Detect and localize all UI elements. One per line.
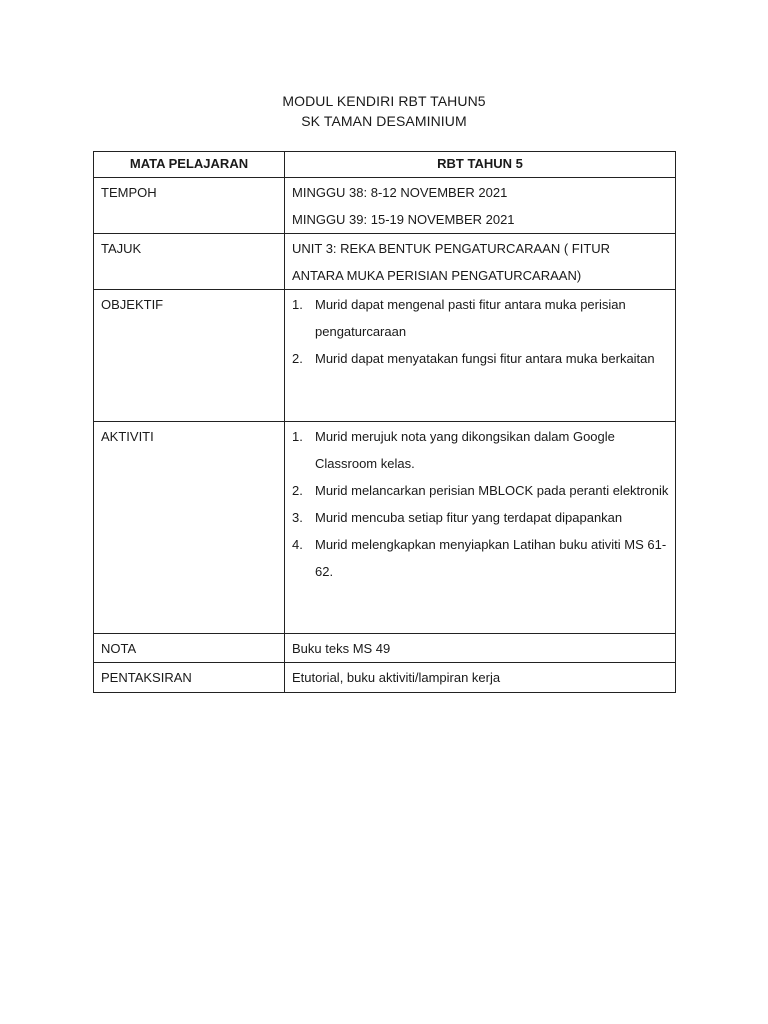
aktiviti-value bbox=[285, 422, 676, 634]
pentaksiran-value: Etutorial, buku aktiviti/lampiran kerja bbox=[285, 663, 676, 693]
list-item-text: Murid dapat mengenal pasti fitur antara muka perisian pengaturcaraan bbox=[315, 297, 626, 339]
tajuk-label: TAJUK bbox=[94, 234, 285, 290]
tempoh-value bbox=[285, 178, 676, 234]
tajuk-value bbox=[285, 234, 676, 290]
list-item-number: 4. bbox=[292, 537, 303, 552]
list-item bbox=[292, 531, 675, 585]
list-item bbox=[292, 291, 675, 345]
list-item bbox=[292, 477, 675, 504]
objektif-value bbox=[285, 290, 676, 422]
nota-label: NOTA bbox=[94, 634, 285, 663]
tempoh-line-2: MINGGU 39: 15-19 NOVEMBER 2021 bbox=[292, 212, 515, 227]
objektif-list bbox=[292, 291, 675, 372]
pentaksiran-label: PENTAKSIRAN bbox=[94, 663, 285, 693]
list-item bbox=[292, 345, 675, 372]
list-item-text: Murid mencuba setiap fitur yang terdapat dipapankan bbox=[315, 510, 623, 525]
list-item-number: 1. bbox=[292, 297, 303, 312]
list-item-text: Murid melengkapkan menyiapkan Latihan buku ativiti MS 61-62. bbox=[315, 537, 667, 579]
school-name: SK TAMAN DESAMINIUM bbox=[301, 113, 467, 129]
list-item-text: Murid melancarkan perisian MBLOCK pada peranti elektronik bbox=[315, 483, 669, 498]
aktiviti-list bbox=[292, 423, 675, 585]
table-header-row bbox=[94, 152, 676, 178]
table-row-tempoh bbox=[94, 178, 676, 234]
list-item bbox=[292, 423, 675, 477]
tajuk-line-1: UNIT 3: REKA BENTUK PENGATURCARAAN ( FITUR bbox=[292, 241, 611, 256]
table-row-objektif bbox=[94, 290, 676, 422]
table-row-nota bbox=[94, 634, 676, 663]
list-item-text: Murid merujuk nota yang dikongsikan dalam Google Classroom kelas. bbox=[315, 429, 615, 471]
header-subject-label: MATA PELAJARAN bbox=[94, 152, 285, 178]
list-item-number: 1. bbox=[292, 429, 303, 444]
header-subject-value: RBT TAHUN 5 bbox=[285, 152, 676, 178]
nota-value: Buku teks MS 49 bbox=[285, 634, 676, 663]
module-table bbox=[93, 151, 676, 693]
table-row-aktiviti bbox=[94, 422, 676, 634]
tempoh-label: TEMPOH bbox=[94, 178, 285, 234]
document-title: MODUL KENDIRI RBT TAHUN5 bbox=[282, 93, 486, 109]
objektif-label: OBJEKTIF bbox=[94, 290, 285, 422]
table-row-tajuk bbox=[94, 234, 676, 290]
list-item-number: 2. bbox=[292, 351, 303, 366]
list-item bbox=[292, 504, 675, 531]
aktiviti-label: AKTIVITI bbox=[94, 422, 285, 634]
list-item-text: Murid dapat menyatakan fungsi fitur antara muka berkaitan bbox=[315, 351, 655, 366]
tempoh-line-1: MINGGU 38: 8-12 NOVEMBER 2021 bbox=[292, 185, 508, 200]
tajuk-line-2: ANTARA MUKA PERISIAN PENGATURCARAAN) bbox=[292, 268, 582, 283]
list-item-number: 2. bbox=[292, 483, 303, 498]
table-row-pentaksiran bbox=[94, 663, 676, 693]
list-item-number: 3. bbox=[292, 510, 303, 525]
